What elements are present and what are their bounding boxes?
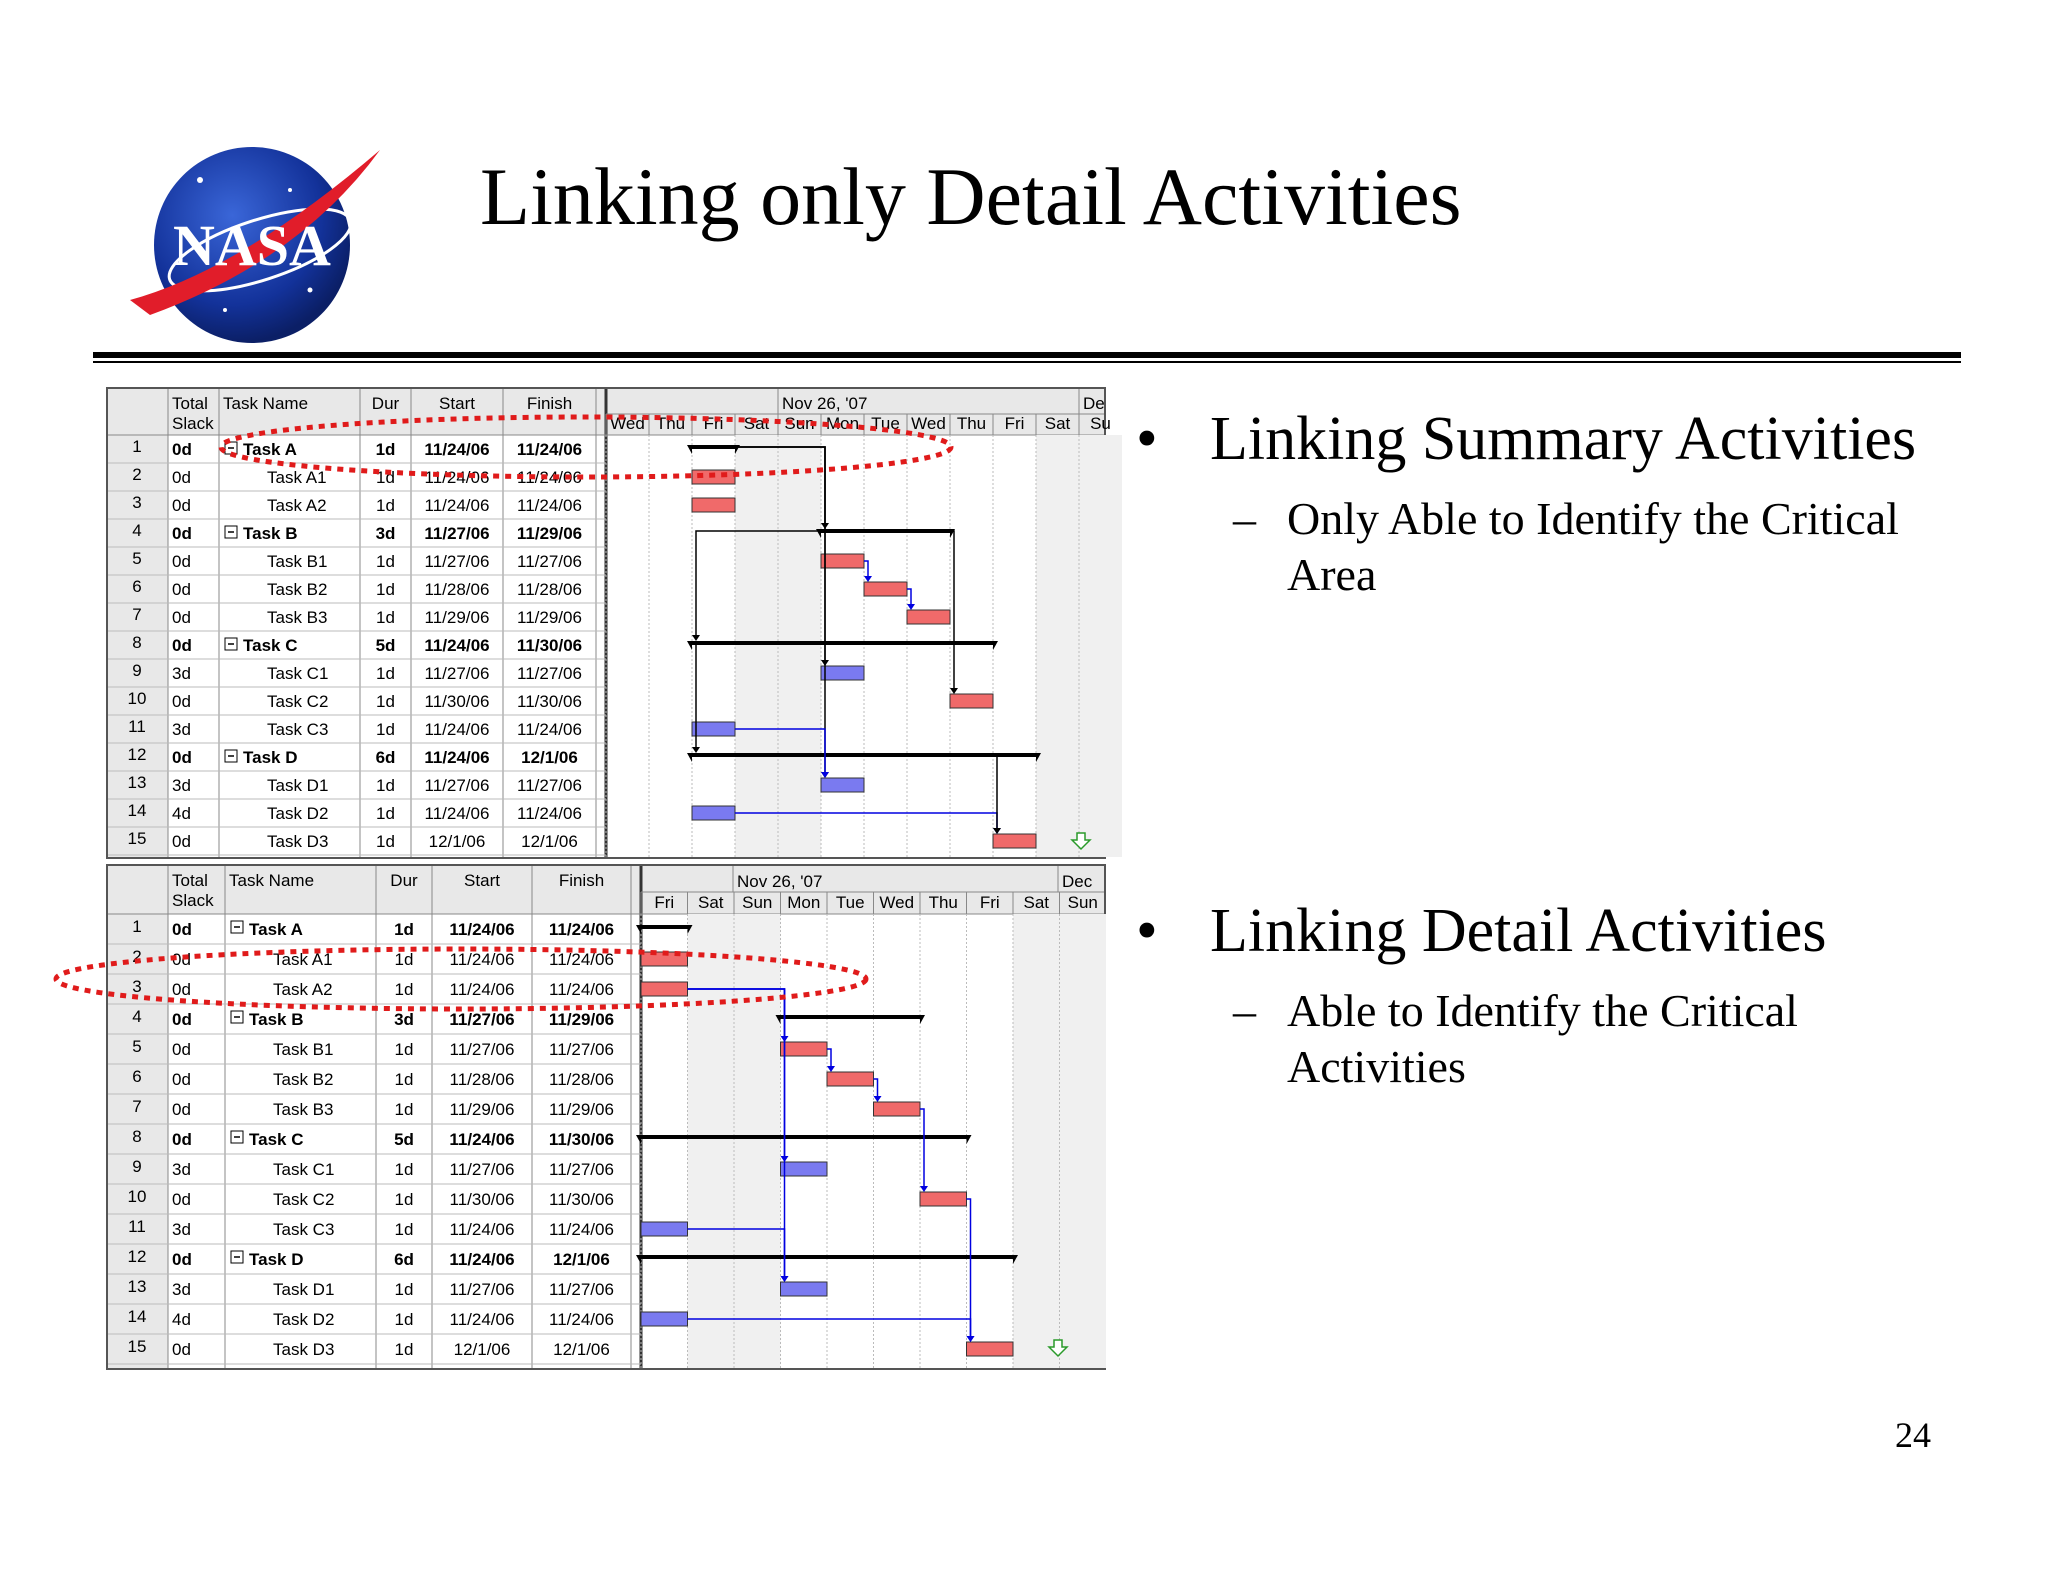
timescale-day-label: Sat xyxy=(1023,893,1050,912)
cell-finish: 11/29/06 xyxy=(516,524,583,543)
slide-title: Linking only Detail Activities xyxy=(480,151,1462,242)
timescale-day-label: Mon xyxy=(787,893,821,912)
cell-total-slack: 0d xyxy=(172,1100,191,1119)
row-id: 5 xyxy=(132,549,142,568)
timescale-month-label: Nov 26, '07 xyxy=(782,394,868,413)
cell-start: 11/28/06 xyxy=(424,580,490,599)
cell-finish: 12/1/06 xyxy=(553,1340,610,1359)
cell-start: 11/24/06 xyxy=(424,440,490,459)
row-id: 9 xyxy=(132,661,142,680)
row-id: 13 xyxy=(127,1277,147,1296)
cell-total-slack: 0d xyxy=(172,440,192,459)
cell-task-name: Task D3 xyxy=(273,1340,335,1359)
cell-duration: 3d xyxy=(375,524,396,543)
summary-bar xyxy=(641,1135,967,1139)
cell-task-name: Task C3 xyxy=(273,1220,335,1239)
weekend-shade xyxy=(688,914,735,1368)
cell-total-slack: 3d xyxy=(172,664,191,683)
bullet-summary-sub-text: Only Able to Identify the Critical Area xyxy=(1287,493,1899,601)
cell-task-name: Task C2 xyxy=(273,1190,335,1209)
timescale-day-label: Sun xyxy=(1067,893,1098,912)
weekend-shade xyxy=(1036,435,1079,857)
bullet-detail-sub xyxy=(1130,983,1950,1095)
cell-task-name: Task B3 xyxy=(273,1100,334,1119)
task-bar xyxy=(692,498,735,512)
cell-task-name: Task B2 xyxy=(273,1070,334,1089)
bullet-dot: • xyxy=(1136,405,1158,473)
timescale-day-label: Su xyxy=(1090,414,1111,433)
row-id: 12 xyxy=(127,745,147,764)
cell-duration: 1d xyxy=(394,1190,414,1209)
cell-duration: 1d xyxy=(376,804,395,823)
cell-total-slack: 0d xyxy=(172,692,191,711)
timescale-day-label: Sat xyxy=(697,893,724,912)
row-id: 1 xyxy=(132,437,142,456)
cell-total-slack: 0d xyxy=(172,832,191,851)
cell-total-slack: 0d xyxy=(172,552,191,571)
row-id: 2 xyxy=(132,947,142,966)
row-id: 4 xyxy=(132,1007,142,1026)
row-id: 4 xyxy=(132,521,142,540)
cell-start: 11/24/06 xyxy=(424,468,490,487)
task-bar xyxy=(821,778,864,792)
cell-duration: 1d xyxy=(376,552,395,571)
task-bar xyxy=(781,1162,828,1176)
title-divider-thin xyxy=(93,361,1961,363)
row-id: 6 xyxy=(132,577,142,596)
timescale-day-label: Tue xyxy=(835,893,865,912)
bullet-detail-label: Linking Detail Activities xyxy=(1210,897,1827,965)
cell-start: 11/27/06 xyxy=(424,524,490,543)
cell-start: 12/1/06 xyxy=(453,1340,511,1359)
cell-duration: 5d xyxy=(394,1130,414,1149)
cell-start: 11/24/06 xyxy=(424,496,490,515)
summary-bar xyxy=(641,925,688,929)
cell-start: 11/24/06 xyxy=(424,636,490,655)
task-bar xyxy=(993,834,1036,848)
cell-task-name: Task A xyxy=(249,920,303,939)
cell-task-name: Task C2 xyxy=(267,692,329,711)
cell-task-name: Task A2 xyxy=(273,980,333,999)
timescale-day-label: Thu xyxy=(928,893,958,912)
cell-finish: 11/27/06 xyxy=(517,664,582,683)
cell-task-name: Task D3 xyxy=(267,832,329,851)
weekend-shade xyxy=(734,914,781,1368)
cell-total-slack: 3d xyxy=(172,1280,191,1299)
cell-total-slack: 0d xyxy=(172,1250,192,1269)
cell-total-slack: 3d xyxy=(172,720,191,739)
cell-task-name: Task B3 xyxy=(267,608,328,627)
cell-task-name: Task C1 xyxy=(273,1160,335,1179)
timescale-day-label: Wed xyxy=(879,893,915,912)
row-id: 8 xyxy=(132,633,142,652)
weekend-shade xyxy=(735,435,778,857)
gantt-detail-links xyxy=(106,864,1106,1370)
cell-duration: 1d xyxy=(376,776,395,795)
cell-start: 11/27/06 xyxy=(449,1040,515,1059)
cell-start: 11/24/06 xyxy=(424,748,490,767)
cell-duration: 1d xyxy=(375,440,396,459)
gantt-chart-top xyxy=(106,387,1111,859)
bullet-group-detail xyxy=(1130,897,1950,1095)
timescale-day-label: Fri xyxy=(1004,414,1025,433)
timescale-day-label: Tue xyxy=(871,414,900,433)
cell-start: 11/24/06 xyxy=(424,720,490,739)
timescale-day-label: Fri xyxy=(654,893,675,912)
col-header-task-name: Task Name xyxy=(229,871,315,890)
col-header-total: Total xyxy=(172,394,208,413)
task-bar xyxy=(781,1042,828,1056)
cell-finish: 11/24/06 xyxy=(549,950,614,969)
bullet-summary xyxy=(1130,405,1950,473)
cell-finish: 12/1/06 xyxy=(521,748,578,767)
cell-start: 11/28/06 xyxy=(449,1070,515,1089)
cell-start: 11/27/06 xyxy=(424,552,490,571)
cell-duration: 1d xyxy=(394,1160,414,1179)
cell-total-slack: 3d xyxy=(172,1160,191,1179)
cell-total-slack: 3d xyxy=(172,1220,191,1239)
cell-duration: 6d xyxy=(394,1250,414,1269)
cell-finish: 11/27/06 xyxy=(549,1280,614,1299)
cell-finish: 12/1/06 xyxy=(553,1250,610,1269)
gantt-chart-bottom xyxy=(106,864,1106,1370)
cell-duration: 1d xyxy=(394,1040,414,1059)
cell-finish: 11/27/06 xyxy=(549,1160,614,1179)
row-id: 2 xyxy=(132,465,142,484)
cell-duration: 3d xyxy=(394,1010,414,1029)
gantt-summary-links xyxy=(106,387,1111,859)
row-id: 14 xyxy=(127,1307,147,1326)
row-id: 3 xyxy=(132,977,142,996)
sub-bullet-dash: – xyxy=(1233,985,1256,1037)
cell-finish: 11/30/06 xyxy=(549,1190,614,1209)
cell-task-name: Task D2 xyxy=(273,1310,335,1329)
cell-start: 11/29/06 xyxy=(449,1100,515,1119)
cell-start: 11/24/06 xyxy=(449,950,515,969)
cell-duration: 1d xyxy=(394,950,414,969)
cell-total-slack: 0d xyxy=(172,1190,191,1209)
cell-start: 11/27/06 xyxy=(449,1160,515,1179)
cell-task-name: Task D1 xyxy=(273,1280,335,1299)
cell-finish: 11/30/06 xyxy=(548,1130,615,1149)
row-id: 7 xyxy=(132,1097,142,1116)
cell-duration: 1d xyxy=(376,496,395,515)
task-bar xyxy=(874,1102,921,1116)
task-bar xyxy=(920,1192,967,1206)
row-id: 10 xyxy=(127,1187,147,1206)
cell-finish: 11/30/06 xyxy=(517,692,582,711)
cell-total-slack: 0d xyxy=(172,1340,191,1359)
cell-finish: 11/29/06 xyxy=(549,1100,614,1119)
task-bar xyxy=(864,582,907,596)
cell-total-slack: 0d xyxy=(172,496,191,515)
cell-start: 11/27/06 xyxy=(424,664,490,683)
cell-finish: 11/30/06 xyxy=(516,636,583,655)
cell-total-slack: 0d xyxy=(172,980,191,999)
task-bar xyxy=(821,666,864,680)
cell-finish: 11/24/06 xyxy=(548,920,615,939)
cell-start: 11/24/06 xyxy=(424,804,490,823)
row-id: 6 xyxy=(132,1067,142,1086)
col-header-dur: Dur xyxy=(371,394,400,413)
timescale-day-label: Mon xyxy=(825,414,860,433)
col-header-task-name: Task Name xyxy=(223,394,309,413)
cell-task-name: Task A2 xyxy=(267,496,327,515)
cell-total-slack: 0d xyxy=(172,468,191,487)
cell-duration: 1d xyxy=(376,720,395,739)
col-header-start: Start xyxy=(464,871,500,890)
cell-total-slack: 0d xyxy=(172,580,191,599)
cell-finish: 11/24/06 xyxy=(517,468,582,487)
weekend-shade xyxy=(1013,914,1060,1368)
cell-finish: 11/29/06 xyxy=(517,608,582,627)
cell-finish: 11/29/06 xyxy=(548,1010,615,1029)
cell-total-slack: 0d xyxy=(172,748,192,767)
cell-task-name: Task B2 xyxy=(267,580,328,599)
cell-duration: 6d xyxy=(375,748,396,767)
task-bar xyxy=(950,694,993,708)
cell-total-slack: 0d xyxy=(172,920,192,939)
task-bar xyxy=(641,1312,688,1326)
cell-start: 11/24/06 xyxy=(449,1250,515,1269)
timescale-day-label: Fri xyxy=(703,414,724,433)
cell-duration: 1d xyxy=(394,920,414,939)
cell-duration: 1d xyxy=(394,980,414,999)
col-header-start: Start xyxy=(439,394,475,413)
col-header-slack: Slack xyxy=(172,414,214,433)
cell-start: 11/24/06 xyxy=(449,920,515,939)
cell-start: 11/24/06 xyxy=(449,1220,515,1239)
cell-finish: 12/1/06 xyxy=(521,832,578,851)
bullet-detail-sub-text: Able to Identify the Critical Activities xyxy=(1287,985,1798,1093)
task-bar xyxy=(827,1072,874,1086)
col-header-dur: Dur xyxy=(390,871,418,890)
timescale-month-label: Nov 26, '07 xyxy=(737,872,823,891)
cell-task-name: Task A1 xyxy=(273,950,333,969)
cell-total-slack: 0d xyxy=(172,1040,191,1059)
col-header-total: Total xyxy=(172,871,208,890)
cell-task-name: Task C xyxy=(243,636,298,655)
logo-text: NASA xyxy=(173,213,331,278)
cell-finish: 11/27/06 xyxy=(549,1040,614,1059)
cell-total-slack: 0d xyxy=(172,1010,192,1029)
row-id: 1 xyxy=(132,917,142,936)
cell-total-slack: 4d xyxy=(172,804,191,823)
bullet-group-summary xyxy=(1130,405,1950,603)
bullet-summary-sub xyxy=(1130,491,1950,603)
cell-task-name: Task A1 xyxy=(267,468,327,487)
cell-finish: 11/24/06 xyxy=(549,980,614,999)
row-id: 11 xyxy=(128,717,146,736)
summary-bar xyxy=(781,1015,921,1019)
cell-duration: 1d xyxy=(394,1340,414,1359)
cell-total-slack: 0d xyxy=(172,608,191,627)
cell-total-slack: 0d xyxy=(172,524,192,543)
cell-total-slack: 0d xyxy=(172,950,191,969)
timescale-day-label: Wed xyxy=(610,414,645,433)
cell-duration: 1d xyxy=(376,580,395,599)
cell-finish: 11/27/06 xyxy=(517,552,582,571)
timescale-day-label: Sat xyxy=(743,414,770,433)
timescale-day-label: Fri xyxy=(979,893,1000,912)
cell-task-name: Task D1 xyxy=(267,776,329,795)
cell-finish: 11/24/06 xyxy=(549,1220,614,1239)
cell-task-name: Task A xyxy=(243,440,297,459)
bullet-detail xyxy=(1130,897,1950,965)
cell-task-name: Task B xyxy=(249,1010,304,1029)
row-id: 11 xyxy=(128,1217,146,1236)
cell-duration: 1d xyxy=(394,1100,414,1119)
timescale-day-label: Wed xyxy=(911,414,946,433)
cell-finish: 11/24/06 xyxy=(517,720,582,739)
cell-start: 11/30/06 xyxy=(424,692,490,711)
task-bar xyxy=(641,982,688,996)
cell-duration: 1d xyxy=(376,692,395,711)
cell-start: 11/29/06 xyxy=(424,608,490,627)
weekend-shade xyxy=(1079,435,1122,857)
cell-task-name: Task D xyxy=(249,1250,304,1269)
row-id: 8 xyxy=(132,1127,142,1146)
col-header-finish: Finish xyxy=(526,394,573,413)
cell-start: 11/24/06 xyxy=(449,1310,515,1329)
bullet-summary-label: Linking Summary Activities xyxy=(1210,405,1917,473)
task-bar xyxy=(821,554,864,568)
task-bar xyxy=(907,610,950,624)
row-id: 15 xyxy=(127,1337,147,1356)
row-id: 10 xyxy=(127,689,147,708)
summary-bar xyxy=(641,1255,1013,1259)
cell-total-slack: 3d xyxy=(172,776,191,795)
row-id: 14 xyxy=(127,801,147,820)
cell-duration: 5d xyxy=(375,636,396,655)
cell-start: 11/24/06 xyxy=(449,1130,515,1149)
cell-task-name: Task B1 xyxy=(267,552,328,571)
cell-finish: 11/28/06 xyxy=(517,580,582,599)
task-bar xyxy=(781,1282,828,1296)
task-bar xyxy=(967,1342,1014,1356)
cell-total-slack: 0d xyxy=(172,1130,192,1149)
cell-task-name: Task D xyxy=(243,748,298,767)
cell-duration: 1d xyxy=(376,664,395,683)
cell-start: 11/27/06 xyxy=(449,1280,515,1299)
cell-start: 11/24/06 xyxy=(449,980,515,999)
col-header-finish: Finish xyxy=(558,871,605,890)
cell-finish: 11/24/06 xyxy=(517,496,582,515)
title-divider xyxy=(93,352,1961,358)
cell-start: 11/30/06 xyxy=(449,1190,515,1209)
task-bar xyxy=(692,722,735,736)
cell-finish: 11/24/06 xyxy=(516,440,583,459)
cell-task-name: Task B1 xyxy=(273,1040,334,1059)
task-bar xyxy=(692,806,735,820)
row-id: 12 xyxy=(127,1247,147,1266)
nasa-logo xyxy=(130,140,390,350)
cell-finish: 11/24/06 xyxy=(517,804,582,823)
cell-duration: 1d xyxy=(394,1070,414,1089)
task-bar xyxy=(641,1222,688,1236)
page-number: 24 xyxy=(1895,1415,1931,1455)
cell-start: 12/1/06 xyxy=(428,832,486,851)
cell-duration: 1d xyxy=(394,1280,414,1299)
cell-finish: 11/24/06 xyxy=(549,1310,614,1329)
cell-task-name: Task C3 xyxy=(267,720,329,739)
row-id: 15 xyxy=(127,829,147,848)
timescale-day-label: Sun xyxy=(784,414,815,433)
row-id: 9 xyxy=(132,1157,142,1176)
cell-duration: 1d xyxy=(376,608,395,627)
cell-task-name: Task C1 xyxy=(267,664,329,683)
row-id: 3 xyxy=(132,493,142,512)
cell-duration: 1d xyxy=(394,1220,414,1239)
timescale-month-label: Dec xyxy=(1062,872,1093,891)
cell-duration: 1d xyxy=(394,1310,414,1329)
cell-start: 11/27/06 xyxy=(424,776,490,795)
sub-bullet-dash: – xyxy=(1233,493,1256,545)
row-id: 5 xyxy=(132,1037,142,1056)
weekend-shade xyxy=(1060,914,1107,1368)
row-id: 7 xyxy=(132,605,142,624)
cell-total-slack: 4d xyxy=(172,1310,191,1329)
cell-finish: 11/27/06 xyxy=(517,776,582,795)
cell-finish: 11/28/06 xyxy=(549,1070,614,1089)
timescale-day-label: Sun xyxy=(742,893,773,912)
timescale-day-label: Sat xyxy=(1044,414,1071,433)
bullet-dot: • xyxy=(1136,897,1158,965)
weekend-shade xyxy=(778,435,821,857)
cell-task-name: Task B xyxy=(243,524,298,543)
cell-start: 11/27/06 xyxy=(449,1010,515,1029)
cell-task-name: Task C xyxy=(249,1130,304,1149)
cell-duration: 1d xyxy=(376,832,395,851)
cell-duration: 1d xyxy=(376,468,395,487)
timescale-day-label: Thu xyxy=(956,414,987,433)
summary-bar xyxy=(692,445,735,449)
cell-total-slack: 0d xyxy=(172,1070,191,1089)
timescale-day-label: Thu xyxy=(655,414,686,433)
cell-total-slack: 0d xyxy=(172,636,192,655)
col-header-slack: Slack xyxy=(172,891,214,910)
summary-bar xyxy=(692,753,1036,757)
cell-task-name: Task D2 xyxy=(267,804,329,823)
row-id: 13 xyxy=(127,773,147,792)
timescale-month-label: De xyxy=(1083,394,1105,413)
